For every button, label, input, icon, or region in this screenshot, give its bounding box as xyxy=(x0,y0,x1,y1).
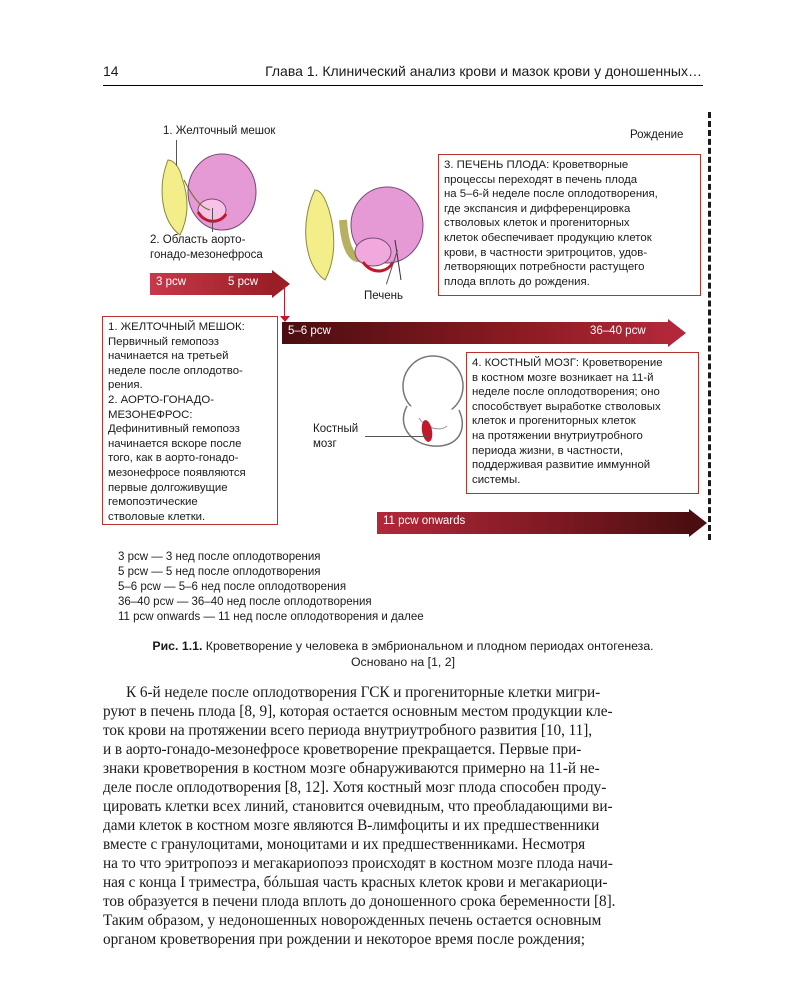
body-text-line: и в аорто-гонадо-мезонефросе кроветворение прекращается. Первые при- xyxy=(103,741,582,758)
box-line: гемопоэтические xyxy=(108,496,198,509)
box-line: клеток обеспечивает продукцию клеток xyxy=(444,231,652,244)
body-text-line: К 6-й неделе после оплодотворения ГСК и прогениторные клетки мигри- xyxy=(126,684,601,701)
legend-item: 11 pcw onwards — 11 нед после оплодотворения и далее xyxy=(118,611,424,623)
box-line: начинается на третьей xyxy=(108,350,229,363)
box-line: 3. ПЕЧЕНЬ ПЛОДА: Кроветворные xyxy=(444,159,629,171)
arrow1-end-label: 5 pcw xyxy=(228,276,259,288)
box-line: системы. xyxy=(472,473,521,486)
legend-item: 36–40 pcw — 36–40 нед после оплодотворения xyxy=(118,596,372,608)
box-line: неделе после оплодотворения; оно xyxy=(472,386,660,399)
box-line: на 5–6-й неделе после оплодотворения, xyxy=(444,188,658,201)
fetal-liver-box xyxy=(438,154,701,296)
box-line: первые долгоживущие xyxy=(108,481,228,494)
box-line: плода вплоть до рождения. xyxy=(444,275,590,288)
box-line: мезонефросе появляются xyxy=(108,466,246,479)
box-line: крови, в частности эритроцитов, удов- xyxy=(444,246,648,259)
caption-text: Кроветворение у человека в эмбриональном и плодном периодах онтогенеза. xyxy=(202,639,654,653)
label-agm-line1: 2. Область аорто- xyxy=(150,234,246,246)
body-text-line: знаки кроветворения в костном мозге обнаруживаются примерно на 11-й не- xyxy=(103,760,600,777)
body-text-line: деле после оплодотворения [8, 12]. Хотя костный мозг плода способен проду- xyxy=(103,779,607,796)
label-yolk-sac: 1. Желточный мешок xyxy=(163,125,276,137)
box-line: стволовых клеток и прогениторных xyxy=(444,217,630,230)
caption-label: Рис. 1.1. xyxy=(152,639,203,653)
box-line: неделе после оплодотво- xyxy=(108,364,243,377)
bone-marrow-box xyxy=(466,352,699,494)
caption-line2: Основано на [1, 2] xyxy=(350,655,455,669)
box-line: начинается вскоре после xyxy=(108,437,242,450)
liver-embryo-illustration xyxy=(295,180,435,290)
page-number: 14 xyxy=(103,63,119,79)
arrow-3-to-5-pcw xyxy=(150,273,290,295)
body-text-line: ток крови на протяжении всего периода внутриутробного развития [10, 11], xyxy=(103,722,593,739)
label-agm-line2: гонадо-мезонефроса xyxy=(150,249,263,261)
arrow-5-6-to-36-40-pcw xyxy=(282,322,686,344)
box-line: клеток и прогениторных клеток xyxy=(472,415,636,428)
arrow2-end-label: 36–40 pcw xyxy=(590,325,646,337)
body-text-line: вместе с гранулоцитами, моноцитами и их предшественниками. Несмотря xyxy=(103,836,586,853)
box-line: способствует выработке стволовых xyxy=(472,400,661,413)
figure-caption xyxy=(103,638,703,670)
box-line: рения. xyxy=(108,379,143,392)
box-line: МЕЗОНЕФРОС: xyxy=(108,408,193,421)
box-line: поддерживая развитие иммунной xyxy=(472,459,651,472)
legend-item: 3 pcw — 3 нед после оплодотворения xyxy=(118,551,321,563)
body-text-line: тов образуется в печени плода вплоть до доношенного срока беременности [8]. xyxy=(103,893,616,910)
box-line: 1. ЖЕЛТОЧНЫЙ МЕШОК: xyxy=(108,321,245,333)
arrow-connector xyxy=(284,284,285,320)
box-line: 4. КОСТНЫЙ МОЗГ: Кроветворение xyxy=(472,357,663,369)
yolk-sac-pointer xyxy=(176,140,177,166)
body-text-line: на то что эритропоэз и мегакариопоэз происходят в костном мозге плода начи- xyxy=(103,855,613,872)
arrow1-start-label: 3 pcw xyxy=(156,276,187,288)
label-bone-marrow-line1: Костный xyxy=(313,423,359,435)
body-text-line: дами клеток в костном мозге являются В-лимфоциты и их предшественники xyxy=(103,817,600,834)
box-line: летворяющих потребности растущего xyxy=(444,261,645,274)
box-line: в костном мозге возникает на 11-й xyxy=(472,371,654,384)
body-text-line: ная с конца I триместра, бóльшая часть красных клеток крови и мегакариоци- xyxy=(103,874,608,891)
birth-dashed-line xyxy=(708,112,711,540)
box-line: 2. АОРТО-ГОНАДО- xyxy=(108,393,215,406)
box-line: Дефинитивный гемопоэз xyxy=(108,423,240,436)
box-line: стволовые клетки. xyxy=(108,510,206,523)
legend-item: 5–6 pcw — 5–6 нед после оплодотворения xyxy=(118,581,347,593)
legend-item: 5 pcw — 5 нед после оплодотворения xyxy=(118,566,321,578)
label-liver: Печень xyxy=(364,290,404,302)
label-birth: Рождение xyxy=(630,129,684,141)
box-line: Первичный гемопоэз xyxy=(108,335,220,348)
arrow3-label: 11 pcw onwards xyxy=(383,515,466,527)
arrow2-start-label: 5–6 pcw xyxy=(288,325,331,337)
figure-legend xyxy=(118,550,424,625)
agm-pointer xyxy=(212,208,213,232)
body-text-line: цировать клетки всех линий, становится очевидным, что преобладающими ви- xyxy=(103,798,613,815)
box-line: того, как в аорто-гонадо- xyxy=(108,452,239,465)
yolk-sac-agm-box xyxy=(102,316,278,525)
box-line: периода жизни, в частности, xyxy=(472,444,624,457)
box-line: на протяжении внутриутробного xyxy=(472,429,643,442)
body-text-line: органом кроветворения при рождении и некоторое время после рождения; xyxy=(103,931,585,948)
bone-marrow-pointer xyxy=(365,436,427,437)
box-line: где экспансия и дифференцировка xyxy=(444,202,631,215)
label-bone-marrow-line2: мозг xyxy=(313,438,337,450)
body-paragraph xyxy=(103,683,713,949)
body-text-line: руют в печень плода [8, 9], которая остается основным местом продукции кле- xyxy=(103,703,613,720)
body-text-line: Таким образом, у недоношенных новорожденных печень остается основным xyxy=(103,912,602,929)
arrow-11-pcw-onwards xyxy=(377,512,707,534)
box-line: процессы переходят в печень плода xyxy=(444,173,638,186)
running-head: Глава 1. Клинический анализ крови и мазок крови у доношенных… xyxy=(265,63,702,79)
